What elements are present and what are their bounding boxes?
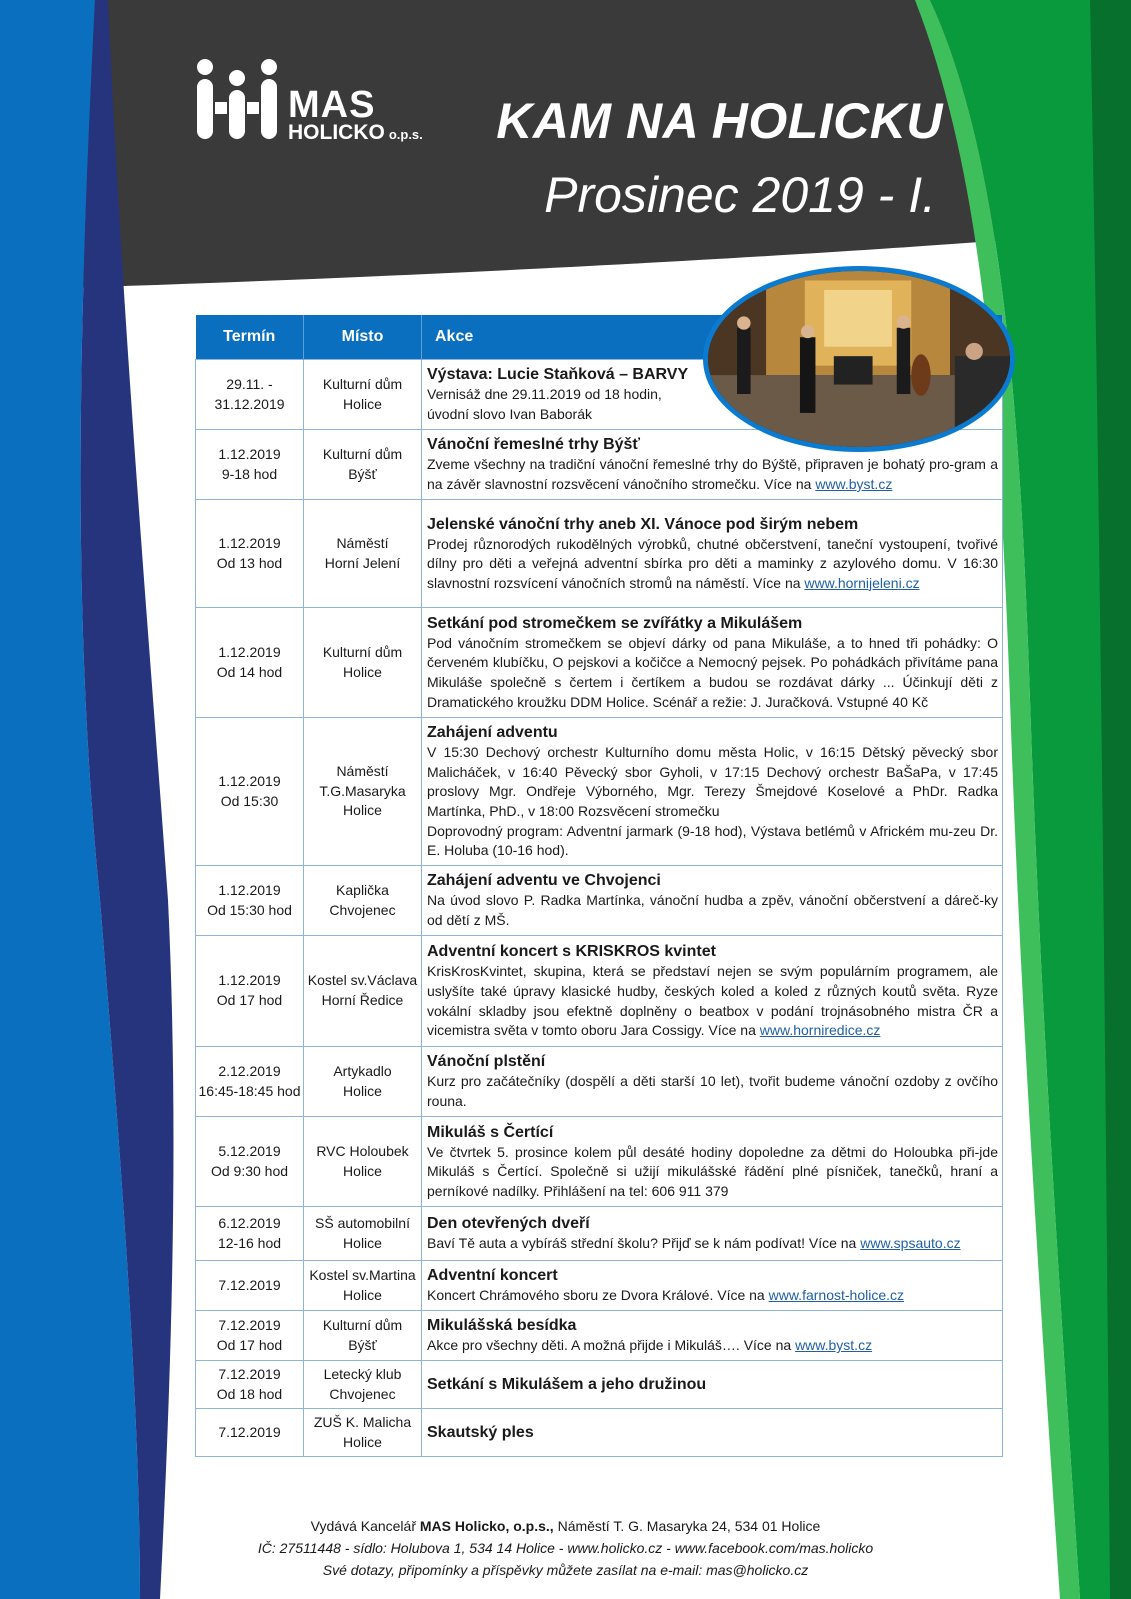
event-desc: V 15:30 Dechový orchestr Kulturního domu města Holic, v 16:15 Dětský pěvecký sbor Malicháček, v 16:40 Pěvecký sbor Gyholi, v 17:15 Dechový orchestr BaŠaPa, v 17:45 proslovy Mgr. Ondřeje Výborného, Mgr. Terezy Šmejdové Koselové a PhDr. Radka Martínka, PhD., v 18:00 Rozsvěcení stromečku Doprovodný program: Adventní jarmark (9-18 hod), Výstava betlémů v Africkém mu-zeu Dr. E. Holuba (10-16 hod). (427, 744, 998, 859)
event-cell (422, 1361, 1003, 1409)
table-row (196, 1047, 1003, 1117)
footer (0, 1515, 1131, 1581)
event-cell (422, 866, 1003, 936)
event-place: Artykadlo Holice (304, 1047, 422, 1117)
event-place: Kulturní dům Holice (304, 608, 422, 718)
event-place: RVC Holoubek Holice (304, 1117, 422, 1207)
event-cell (422, 1409, 1003, 1457)
event-title: Mikulášská besídka (427, 1317, 577, 1335)
header-termin: Termín (196, 315, 304, 360)
event-desc-wrap (427, 455, 998, 494)
event-desc: Zveme všechny na tradiční vánoční řemeslné trhy do Býště, připraven je bohatý pro-gram a na závěr slavnostní rozsvěcení vánočního stromečku. Více na (427, 456, 998, 492)
event-cell (422, 1117, 1003, 1207)
event-date: 29.11. - 31.12.2019 (196, 360, 304, 430)
event-date: 7.12.2019 (196, 1261, 304, 1311)
table-row (196, 866, 1003, 936)
event-desc-wrap (427, 1234, 998, 1254)
event-cell (422, 500, 1003, 608)
event-desc: Vernisáž dne 29.11.2019 od 18 hodin, úvodní slovo Ivan Baborák (427, 386, 662, 422)
table-row (196, 608, 1003, 718)
event-desc: Koncert Chrámového sboru ze Dvora Králové. Více na (427, 1287, 769, 1304)
event-title: Setkání s Mikulášem a jeho družinou (427, 1376, 707, 1393)
footer-line-1 (0, 1515, 1131, 1537)
event-place: Náměstí T.G.Masaryka Holice (304, 718, 422, 866)
event-date: 5.12.2019 Od 9:30 hod (196, 1117, 304, 1207)
event-place: Kostel sv.Martina Holice (304, 1261, 422, 1311)
event-desc: Kurz pro začátečníky (dospělí a děti starší 10 let), tvořit budeme vánoční ozdoby z ovčího rouna. (427, 1073, 998, 1109)
event-link[interactable]: www.spsauto.cz (860, 1235, 961, 1252)
event-cell (422, 1311, 1003, 1361)
event-title: Setkání pod stromečkem se zvířátky a Mikulášem (427, 614, 803, 632)
logo-figures-icon (193, 58, 281, 140)
header-akce: Akce (422, 315, 1003, 360)
event-desc: Na úvod slovo P. Radka Martínka, vánoční hudba a zpěv, vánoční občerstvení a dáreč-ky od dětí z MŠ. (427, 892, 998, 928)
event-place: Kulturní dům Býšť (304, 430, 422, 500)
event-title: Adventní koncert s KRISKROS kvintet (427, 943, 716, 961)
event-cell (422, 608, 1003, 718)
event-desc-wrap (427, 1286, 998, 1306)
event-title: Skautský ples (427, 1424, 534, 1441)
logo-holicko-text: HOLICKO (288, 121, 385, 144)
event-date: 1.12.2019 Od 17 hod (196, 936, 304, 1047)
event-cell (422, 1261, 1003, 1311)
event-desc-wrap (427, 1336, 998, 1356)
event-desc: Prodej různorodých rukodělných výrobků, chutné občerstvení, taneční vystoupení, tvořivé dílny pro děti a veřejná adventní sbírka pro děti a maminky z azylového domu. V 16:30 slavnostní rozsvícení vánočních stromů na náměstí. Více na (427, 535, 998, 591)
event-place: Kostel sv.Václava Horní Ředice (304, 936, 422, 1047)
table-row (196, 500, 1003, 608)
footer-line-1-pre: Vydává Kancelář (310, 1518, 420, 1534)
event-date: 1.12.2019 Od 14 hod (196, 608, 304, 718)
event-place: ZUŠ K. Malicha Holice (304, 1409, 422, 1457)
table-row (196, 1361, 1003, 1409)
logo-wordmark (288, 86, 423, 146)
footer-ico-address: IČ: 27511448 - sídlo: Holubova 1, 534 14 Holice - www.holicko.cz - www.facebook.com/mas.holicko (257, 1540, 874, 1556)
event-title: Jelenské vánoční trhy aneb XI. Vánoce pod širým nebem (427, 515, 859, 533)
event-title: Výstava: Lucie Staňková – BARVY (427, 366, 689, 384)
event-date: 1.12.2019 Od 15:30 (196, 718, 304, 866)
event-desc: Pod vánočním stromečkem se objeví dárky od pana Mikuláše, a to hned tři pohádky: O červeném klubíčku, O pejskovi a kočičce a Nemocný pejsek. Po pohádkách přivítáme pana Mikuláše společně s čertem i čertíkem a budou se rozdávat dárky ... Účinkují děti z Dramatického kroužku DDM Holice. Scénář a režie: J. Juračková. Vstupné 40 Kč (427, 634, 998, 710)
table-row (196, 1207, 1003, 1261)
event-link[interactable]: www.farnost-holice.cz (768, 1287, 905, 1304)
event-desc: KrisKrosKvintet, skupina, která se představí nejen se svým populárním programem, ale uslyšíte také úpravy klasické hudby, českých koled a koled z různých koutů světa. Ryze vokální skladby jsou efektně doplněny o beatbox v podání trojnásobného mistra ČR a vicemistra světa v tomto oboru Jara Cossigy. Více na (427, 963, 998, 1039)
footer-contact: Své dotazy, připomínky a příspěvky můžete zasílat na e-mail: mas@holicko.cz (322, 1562, 809, 1578)
event-link[interactable]: www.byst.cz (795, 1337, 873, 1354)
event-place: Náměstí Horní Jelení (304, 500, 422, 608)
event-place: Letecký klub Chvojenec (304, 1361, 422, 1409)
event-title: Adventní koncert (427, 1267, 558, 1285)
event-title: Zahájení adventu ve Chvojenci (427, 872, 661, 890)
event-date: 6.12.2019 12-16 hod (196, 1207, 304, 1261)
table-row (196, 936, 1003, 1047)
page-title: KAM NA HOLICKU (496, 93, 943, 149)
event-link[interactable]: www.byst.cz (815, 476, 893, 492)
event-date: 1.12.2019 Od 13 hod (196, 500, 304, 608)
page-subtitle: Prosinec 2019 - I. (544, 167, 936, 223)
event-date: 7.12.2019 Od 17 hod (196, 1311, 304, 1361)
event-place: Kulturní dům Holice (304, 360, 422, 430)
event-place: Kulturní dům Býšť (304, 1311, 422, 1361)
logo-ops: o.p.s. (388, 127, 423, 142)
event-desc: Akce pro všechny děti. A možná přijde i Mikuláš…. Více na (427, 1337, 796, 1354)
footer-line-3 (0, 1559, 1131, 1581)
event-date: 2.12.2019 16:45-18:45 hod (196, 1047, 304, 1117)
event-date: 7.12.2019 Od 18 hod (196, 1361, 304, 1409)
table-row (196, 1311, 1003, 1361)
event-cell (422, 936, 1003, 1047)
concert-photo (703, 266, 1015, 452)
event-place: SŠ automobilní Holice (304, 1207, 422, 1261)
event-date: 1.12.2019 Od 15:30 hod (196, 866, 304, 936)
table-row (196, 718, 1003, 866)
event-cell (422, 718, 1003, 866)
event-title: Den otevřených dveří (427, 1215, 590, 1233)
event-title: Vánoční řemeslné trhy Býšť (427, 436, 641, 454)
program-table (195, 315, 1003, 1457)
logo-holicko (288, 122, 423, 146)
event-cell (422, 1207, 1003, 1261)
event-title: Vánoční plstění (427, 1053, 546, 1071)
event-link[interactable]: www.horniredice.cz (759, 1022, 881, 1039)
header-misto: Místo (304, 315, 422, 360)
table-row (196, 1409, 1003, 1457)
event-title: Mikuláš s Čertící (427, 1123, 554, 1141)
table-row (196, 1117, 1003, 1207)
event-date: 1.12.2019 9-18 hod (196, 430, 304, 500)
event-desc-wrap (427, 535, 998, 594)
footer-line-2 (0, 1537, 1131, 1559)
event-date: 7.12.2019 (196, 1409, 304, 1457)
event-title: Zahájení adventu (427, 724, 558, 742)
event-desc: Baví Tě auta a vybíráš střední školu? Přijď se k nám podívat! Více na (427, 1235, 861, 1252)
event-desc: Ve čtvrtek 5. prosince kolem půl desáté hodiny dopoledne za dětmi do Holoubka při-jde Mikuláš s Čertící. Společně si užijí mikulášské řádění plné písniček, tanečků, hraní a perníkové nadílky. Přihlášení na tel: 606 911 379 (427, 1143, 998, 1199)
table-row (196, 1261, 1003, 1311)
footer-line-1-post: Náměstí T. G. Masaryka 24, 534 01 Holice (553, 1518, 821, 1534)
logo-mas: MAS (288, 84, 376, 126)
event-place: Kaplička Chvojenec (304, 866, 422, 936)
footer-publisher: MAS Holicko, o.p.s., (419, 1518, 554, 1534)
event-cell (422, 1047, 1003, 1117)
event-link[interactable]: www.hornijeleni.cz (804, 574, 920, 591)
event-desc-wrap (427, 962, 998, 1040)
